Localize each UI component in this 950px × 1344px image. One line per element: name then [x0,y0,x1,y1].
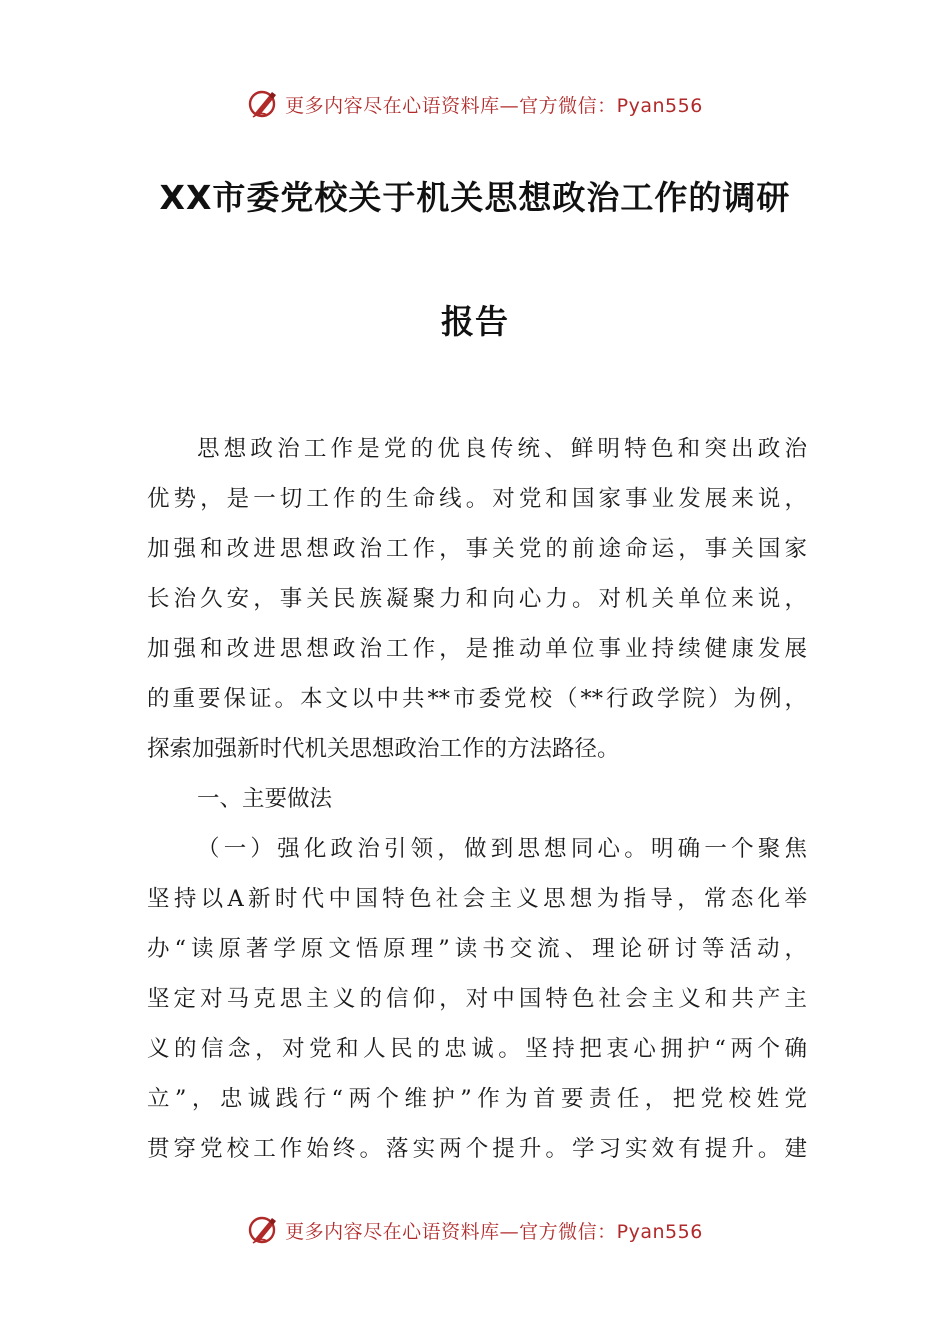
body-line: 加强和改进思想政治工作，事关党的前途命运，事关国家 [147,536,807,562]
body-line: 贯穿党校工作始终。落实两个提升。学习实效有提升。建 [147,1136,807,1162]
document-body [147,424,807,1174]
document-title-line-2: 报告 [441,302,509,341]
document-title-line-1: XX市委党校关于机关思想政治工作的调研 [159,178,791,217]
body-line: 探索加强新时代机关思想政治工作的方法路径。 [147,736,620,762]
watermark-text: 更多内容尽在心语资料库—官方微信：Pyan556 [285,1220,703,1243]
watermark-header [0,84,950,124]
body-line: 的重要保证。本文以中共**市委党校（**行政学院）为例， [147,686,807,712]
section-heading: 一、主要做法 [197,786,333,812]
body-line: 立”，忠诚践行“两个维护”作为首要责任，把党校姓党 [147,1086,807,1112]
watermark-text: 更多内容尽在心语资料库—官方微信：Pyan556 [285,94,703,117]
pen-circle-logo-icon [247,87,281,121]
body-line: 思想政治工作是党的优良传统、鲜明特色和突出政治 [197,436,807,462]
body-line: 坚持以A新时代中国特色社会主义思想为指导，常态化举 [147,886,807,912]
body-line: 义的信念，对党和人民的忠诚。坚持把衷心拥护“两个确 [147,1036,807,1062]
body-line: 办“读原著学原文悟原理”读书交流、理论研讨等活动， [147,936,807,962]
watermark-footer [0,1210,950,1250]
body-line: 长治久安，事关民族凝聚力和向心力。对机关单位来说， [147,586,807,612]
body-line: 坚定对马克思主义的信仰，对中国特色社会主义和共产主 [147,986,807,1012]
body-line: 加强和改进思想政治工作，是推动单位事业持续健康发展 [147,636,807,662]
body-line: 优势，是一切工作的生命线。对党和国家事业发展来说， [147,486,807,512]
watermark-wechat-id: Pyan556 [616,94,703,117]
pen-circle-logo-icon [247,1213,281,1247]
watermark-wechat-id: Pyan556 [616,1220,703,1243]
body-line: （一）强化政治引领，做到思想同心。明确一个聚焦 [197,836,807,862]
